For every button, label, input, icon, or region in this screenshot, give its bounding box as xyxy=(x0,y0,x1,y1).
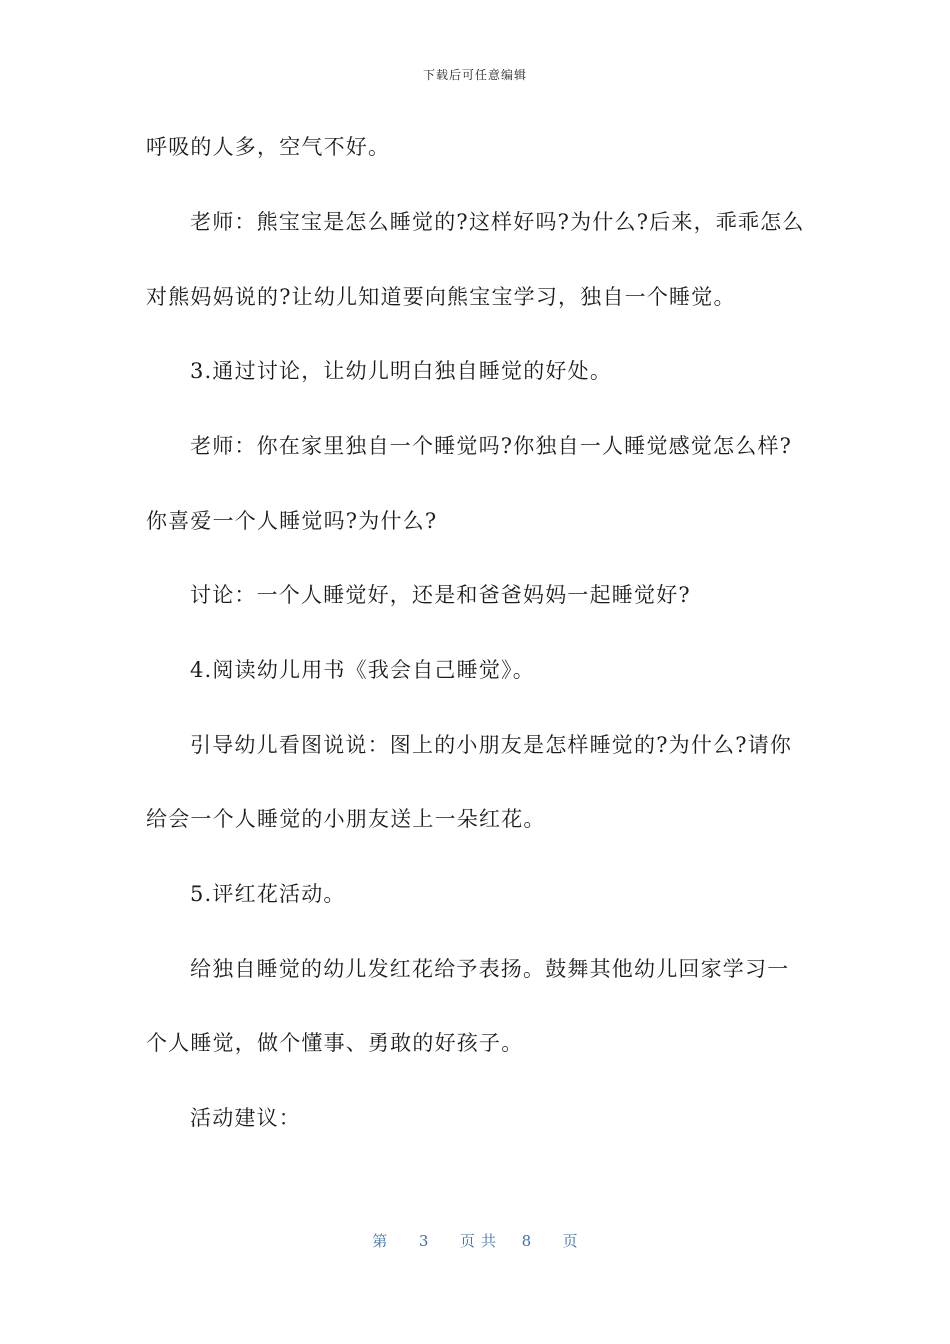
page-label-suffix: 页 xyxy=(562,1232,578,1250)
page-current: 3 xyxy=(418,1232,429,1250)
page-number-footer xyxy=(0,1230,950,1251)
body-line: 3.通过讨论，让幼儿明白独自睡觉的好处。 xyxy=(190,359,613,383)
body-line: 讨论：一个人睡觉好，还是和爸爸妈妈一起睡觉好? xyxy=(190,583,691,607)
body-line: 你喜爱一个人睡觉吗?为什么? xyxy=(146,509,438,533)
page-label-middle: 页共 xyxy=(459,1232,502,1250)
page-total: 8 xyxy=(521,1232,532,1250)
page-label-prefix: 第 xyxy=(372,1232,388,1250)
body-line: 给独自睡觉的幼儿发红花给予表扬。鼓舞其他幼儿回家学习一 xyxy=(190,957,790,981)
body-line: 老师：熊宝宝是怎么睡觉的?这样好吗?为什么?后来，乖乖怎么 xyxy=(190,210,805,234)
body-line: 给会一个人睡觉的小朋友送上一朵红花。 xyxy=(146,807,546,831)
body-line: 呼吸的人多，空气不好。 xyxy=(146,135,391,159)
body-line: 引导幼儿看图说说：图上的小朋友是怎样睡觉的?为什么?请你 xyxy=(190,733,793,757)
body-line: 5.评红花活动。 xyxy=(190,882,346,906)
body-line: 活动建议： xyxy=(190,1106,301,1130)
body-line: 个人睡觉，做个懂事、勇敢的好孩子。 xyxy=(146,1031,524,1055)
body-line: 4.阅读幼儿用书《我会自己睡觉》。 xyxy=(190,658,535,682)
header-note: 下载后可任意编辑 xyxy=(422,68,527,82)
body-line: 老师：你在家里独自一个睡觉吗?你独自一人睡觉感觉怎么样? xyxy=(190,434,793,458)
body-line: 对熊妈妈说的?让幼儿知道要向熊宝宝学习，独自一个睡觉。 xyxy=(146,285,736,309)
